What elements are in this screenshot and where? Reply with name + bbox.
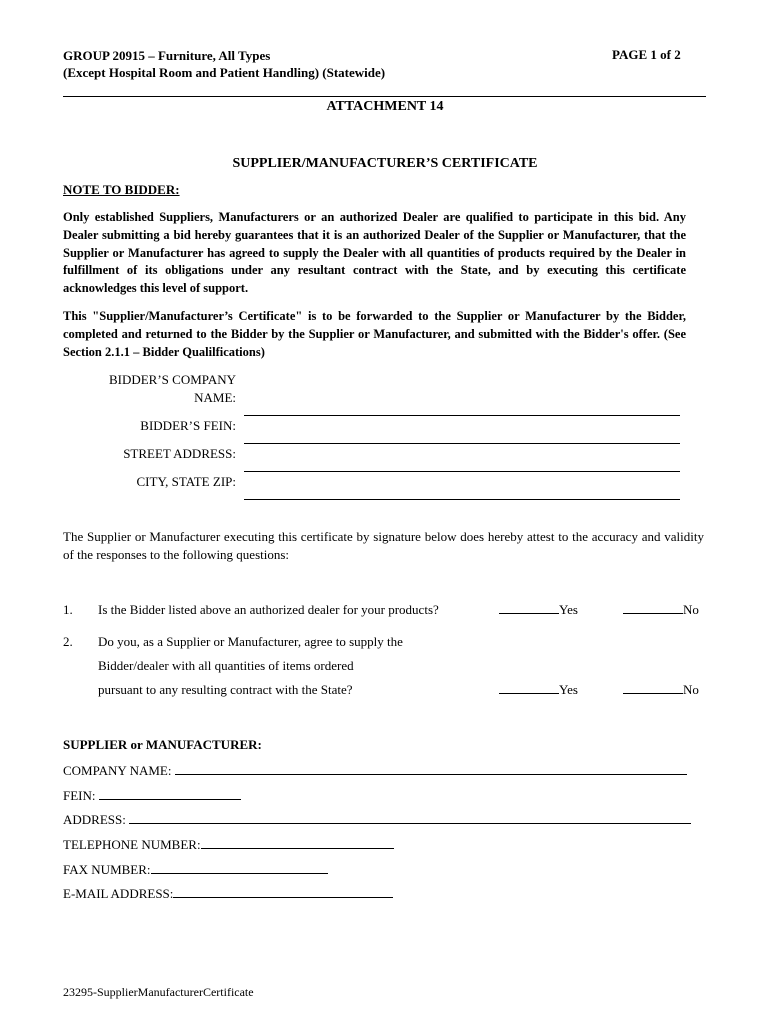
question-1-no-blank[interactable] [623, 603, 683, 614]
supplier-telephone-label: TELEPHONE NUMBER: [63, 837, 201, 852]
header-divider [63, 96, 706, 97]
supplier-address-field[interactable] [129, 812, 691, 824]
question-2-text-line2: Bidder/dealer with all quantities of items ordered [98, 658, 354, 673]
question-2-text-line1: Do you, as a Supplier or Manufacturer, agree to supply the [98, 634, 403, 649]
city-state-zip-field[interactable] [244, 499, 680, 500]
question-2-yes-blank[interactable] [499, 683, 559, 694]
question-2-yes[interactable] [499, 682, 578, 698]
supplier-email-field[interactable] [173, 886, 393, 898]
supplier-company-row [63, 763, 687, 779]
supplier-telephone-row [63, 837, 394, 853]
document-footer: 23295-SupplierManufacturerCertificate [63, 985, 254, 999]
question-2-no-label: No [683, 682, 699, 697]
supplier-address-label: ADDRESS: [63, 812, 126, 827]
supplier-address-row [63, 812, 691, 828]
bidder-company-label-line1: BIDDER’S COMPANY [108, 372, 236, 387]
certificate-title: SUPPLIER/MANUFACTURER’S CERTIFICATE [232, 156, 538, 171]
supplier-company-field[interactable] [175, 763, 687, 775]
supplier-heading: SUPPLIER or MANUFACTURER: [63, 737, 262, 752]
supplier-fax-label: FAX NUMBER: [63, 862, 151, 877]
supplier-fein-row [63, 788, 241, 804]
question-1-no-label: No [683, 602, 699, 617]
page-number: PAGE 1 of 2 [612, 47, 681, 62]
supplier-email-row [63, 886, 393, 902]
attachment-title: ATTACHMENT 14 [326, 99, 444, 114]
question-1-text: Is the Bidder listed above an authorized dealer for your products? [98, 602, 439, 617]
question-2-no-blank[interactable] [623, 683, 683, 694]
bidder-company-label-line2: NAME: [194, 390, 236, 405]
bidder-fein-label: BIDDER’S FEIN: [140, 418, 236, 433]
bidder-company-label [0, 371, 236, 407]
street-address-label: STREET ADDRESS: [123, 446, 236, 461]
question-2-no[interactable] [623, 682, 699, 698]
question-2-number: 2. [63, 634, 73, 649]
question-2-text-line3: pursuant to any resulting contract with the State? [98, 682, 353, 697]
supplier-fax-row [63, 862, 328, 878]
question-1-yes[interactable] [499, 602, 578, 618]
note-heading: NOTE TO BIDDER: [63, 182, 180, 197]
supplier-fein-field[interactable] [99, 788, 241, 800]
group-title: GROUP 20915 – Furniture, All Types [63, 48, 271, 63]
question-1-number: 1. [63, 602, 73, 617]
forwarding-paragraph: This "Supplier/Manufacturer’s Certificate" is to be forwarded to the Supplier or Manufacturer by the Bidder, completed and returned to the Bidder by the Supplier or Manufacturer, and submitted with the Bidder's offer. (See Section 2.1.1 – Bidder Qualilfications) [63, 309, 686, 359]
bidder-fein-field[interactable] [244, 443, 680, 444]
supplier-fein-label: FEIN: [63, 788, 96, 803]
supplier-telephone-field[interactable] [201, 837, 394, 849]
bidder-company-field[interactable] [244, 415, 680, 416]
question-1-yes-label: Yes [559, 602, 578, 617]
document-header [63, 47, 385, 81]
street-address-field[interactable] [244, 471, 680, 472]
city-state-zip-label: CITY, STATE ZIP: [136, 474, 236, 489]
eligibility-paragraph: Only established Suppliers, Manufacturers or an authorized Dealer are qualified to participate in this bid. Any Dealer submitting a bid hereby guarantees that it is an authorized Dealer of the Supplier or Manufacturer, that the Supplier or Manufacturer has agreed to supply the Dealer with all quantities of products required by the Dealer in fulfillment of its obligations under any resultant contract with the State, and by executing this certificate acknowledges this level of support. [63, 210, 686, 296]
supplier-fax-field[interactable] [151, 862, 328, 874]
supplier-email-label: E-MAIL ADDRESS: [63, 886, 174, 901]
question-2-yes-label: Yes [559, 682, 578, 697]
question-1-no[interactable] [623, 602, 699, 618]
group-subtitle: (Except Hospital Room and Patient Handling) (Statewide) [63, 65, 386, 80]
supplier-company-label: COMPANY NAME: [63, 763, 172, 778]
question-1-yes-blank[interactable] [499, 603, 559, 614]
attestation-text: The Supplier or Manufacturer executing this certificate by signature below does hereby attest to the accuracy and validity of the responses to the following questions: [63, 529, 704, 562]
